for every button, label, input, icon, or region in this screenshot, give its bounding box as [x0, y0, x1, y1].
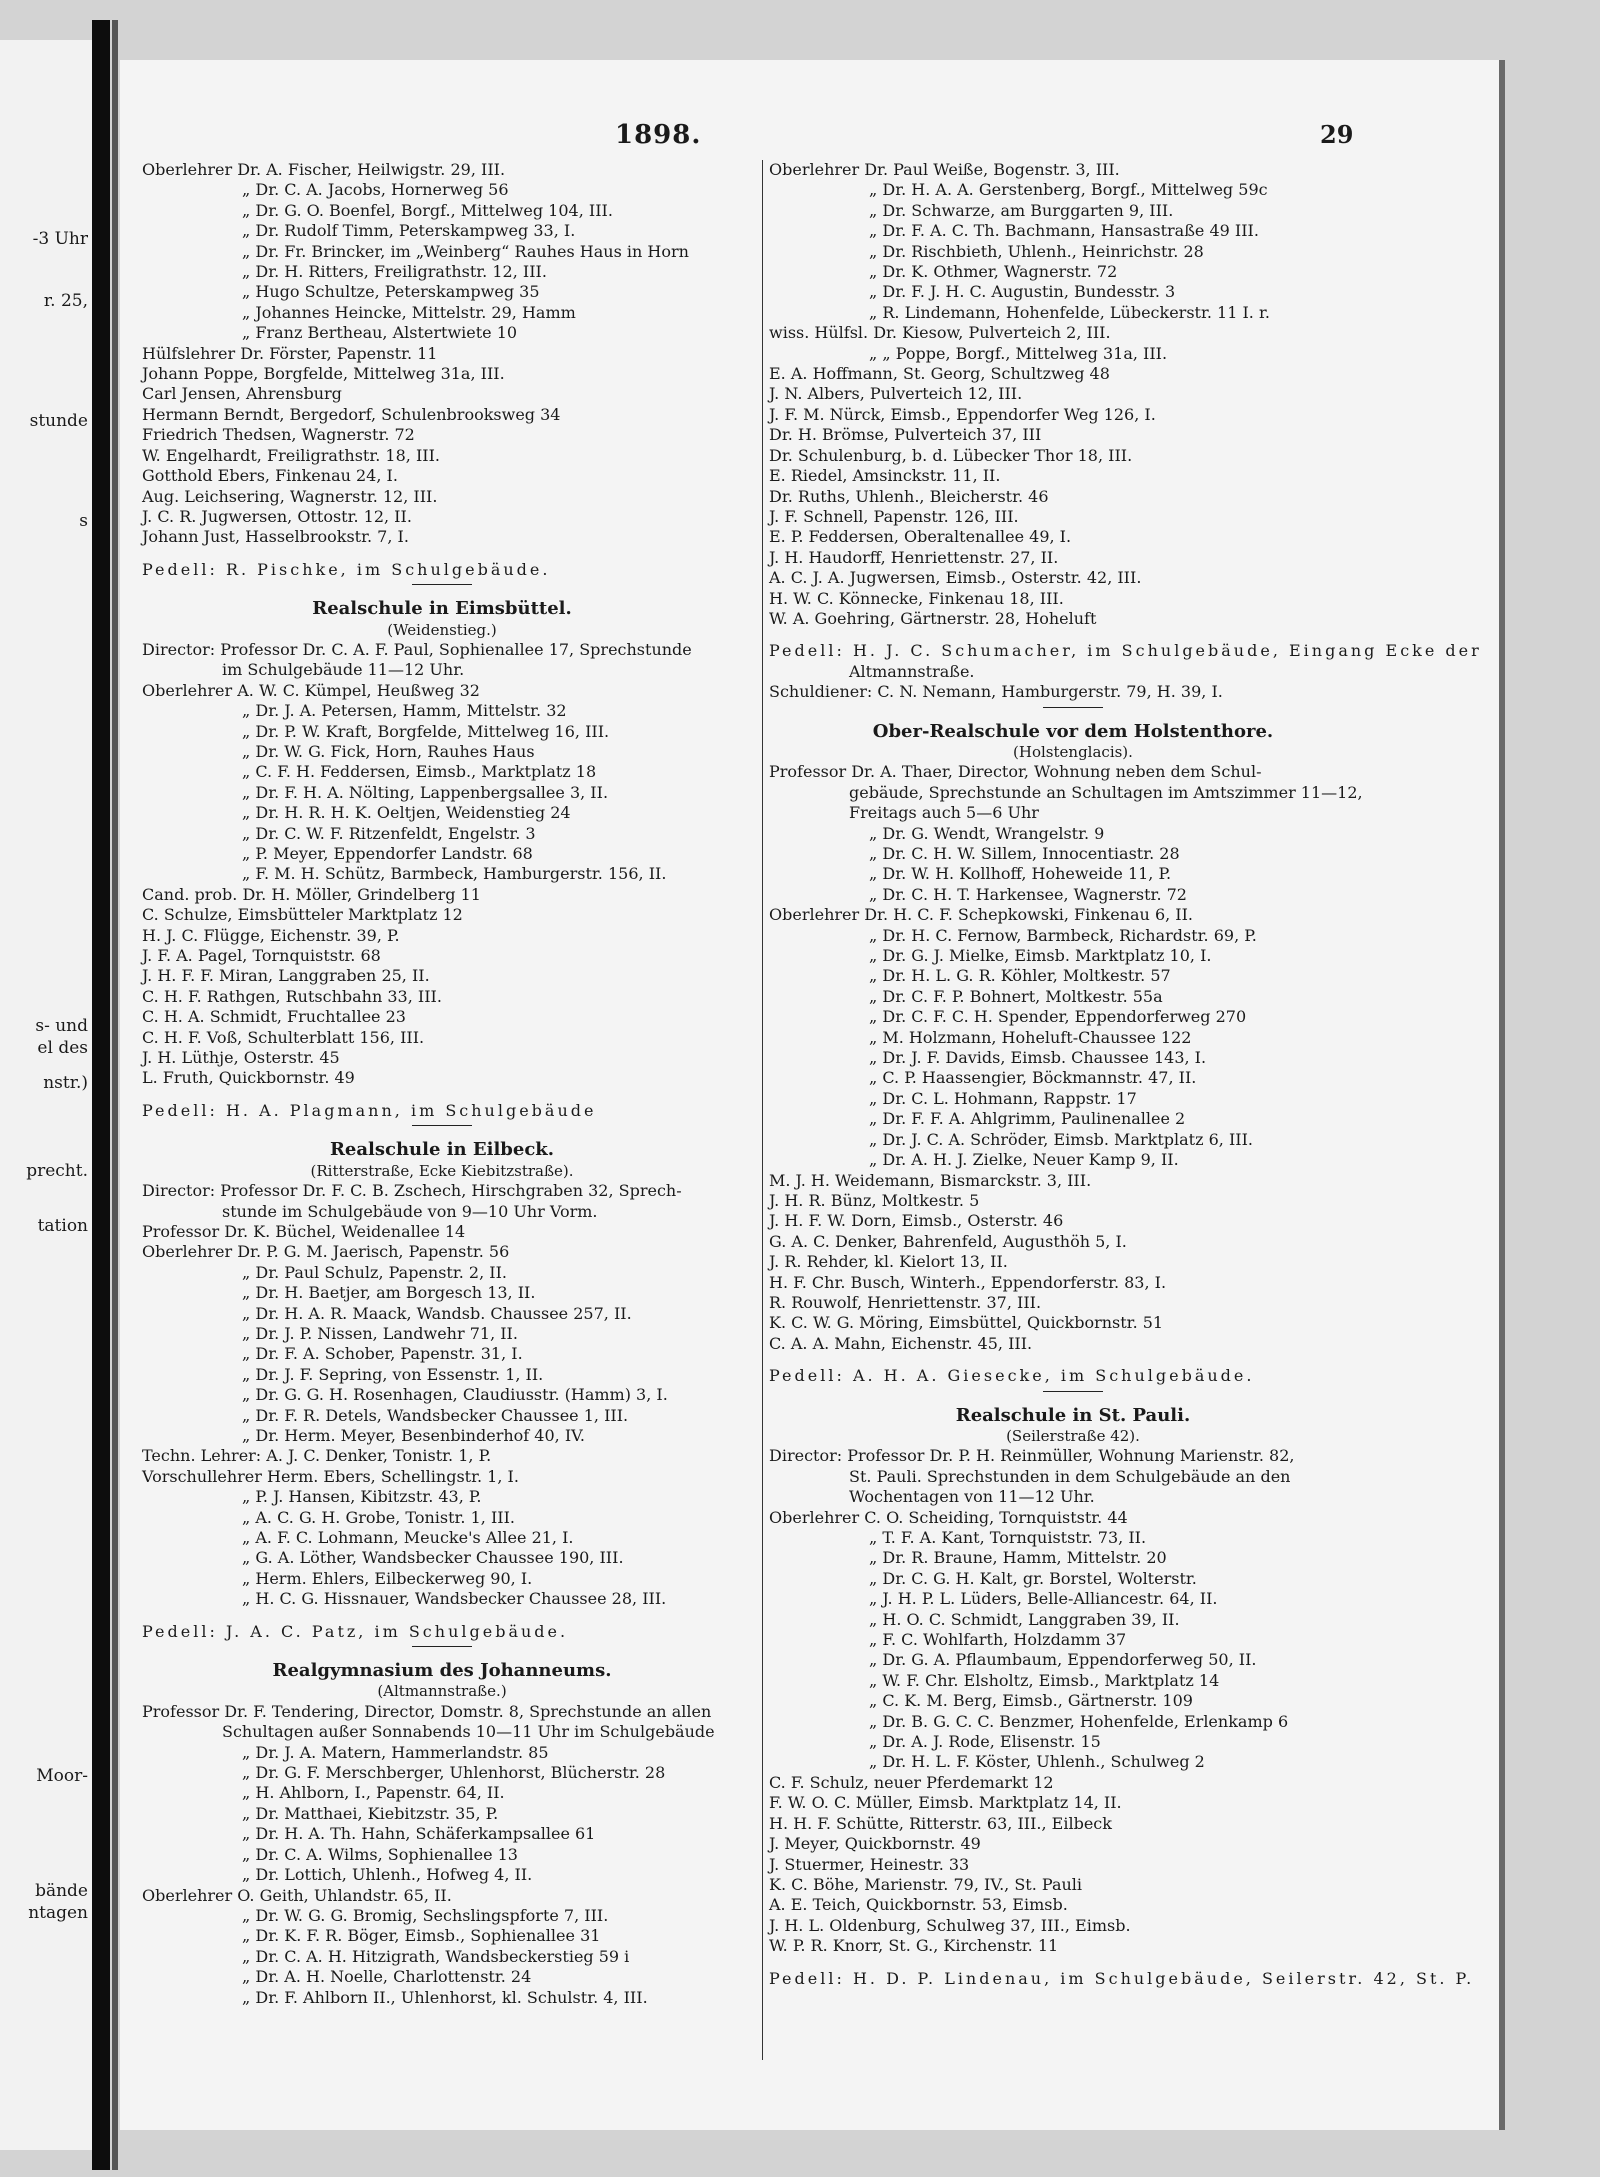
- directory-entry: F. W. O. C. Müller, Eimsb. Marktplatz 14, II.: [769, 1793, 1122, 1813]
- previous-page-fragment: s- und: [35, 1016, 88, 1036]
- directory-entry: „ Johannes Heincke, Mittelstr. 29, Hamm: [242, 302, 576, 322]
- directory-entry: Dr. H. Brömse, Pulverteich 37, III: [769, 425, 1042, 445]
- directory-entry: „ Dr. H. Baetjer, am Borgesch 13, II.: [242, 1283, 536, 1303]
- previous-page-fragment: ntagen: [28, 1903, 88, 1923]
- directory-entry: „ Dr. F. R. Detels, Wandsbecker Chaussee 1, III.: [242, 1405, 629, 1425]
- directory-entry: „ Dr. C. W. F. Ritzenfeldt, Engelstr. 3: [242, 823, 536, 843]
- directory-entry: „ Dr. H. A. Th. Hahn, Schäferkampsallee 61: [242, 1824, 596, 1844]
- directory-entry: „ P. Meyer, Eppendorfer Landstr. 68: [242, 844, 533, 863]
- school-heading: Realgymnasium des Johanneums.: [272, 1660, 612, 1682]
- directory-entry: „ Dr. C. A. Wilms, Sophienallee 13: [242, 1844, 518, 1864]
- directory-entry: „ Dr. Schwarze, am Burggarten 9, III.: [869, 200, 1174, 220]
- directory-entry: „ Dr. G. F. Merschberger, Uhlenhorst, Blücherstr. 28: [242, 1763, 666, 1783]
- directory-entry: J. F. A. Pagel, Tornquiststr. 68: [142, 946, 381, 966]
- directory-entry: „ Dr. R. Braune, Hamm, Mittelstr. 20: [869, 1548, 1167, 1568]
- directory-entry: „ Dr. G. G. H. Rosenhagen, Claudiusstr. (Hamm) 3, I.: [242, 1385, 668, 1405]
- directory-entry: „ Dr. H. L. G. R. Köhler, Moltkestr. 57: [869, 966, 1171, 986]
- directory-entry: „ Dr. B. G. C. C. Benzmer, Hohenfelde, Erlenkamp 6: [869, 1711, 1289, 1731]
- directory-entry: „ Dr. W. H. Kollhoff, Hoheweide 11, P.: [869, 864, 1172, 884]
- janitor-entry: Pedell: H. A. Plagmann, im Schulgebäude: [142, 1100, 597, 1120]
- directory-entry: Director: Professor Dr. F. C. B. Zschech, Hirschgraben 32, Sprech-: [142, 1181, 682, 1201]
- spacer: [142, 548, 742, 560]
- directory-entry: „ Dr. H. R. H. K. Oeltjen, Weidenstieg 24: [242, 803, 571, 823]
- directory-entry: „ H. C. G. Hissnauer, Wandsbecker Chaussee 28, III.: [242, 1589, 667, 1609]
- directory-entry: Carl Jensen, Ahrensburg: [142, 384, 342, 404]
- directory-entry: K. C. Böhe, Marienstr. 79, IV., St. Pauli: [769, 1874, 1083, 1894]
- spacer: [769, 1354, 1377, 1366]
- entry-continuation: Altmannstraße.: [849, 661, 975, 681]
- directory-entry: „ Dr. Lottich, Uhlenh., Hofweg 4, II.: [242, 1865, 533, 1885]
- directory-entry: „ Dr. H. C. Fernow, Barmbeck, Richardstr. 69, P.: [869, 925, 1257, 945]
- spacer: [769, 629, 1377, 641]
- directory-entry: A. E. Teich, Quickbornstr. 53, Eimsb.: [769, 1895, 1068, 1915]
- section-divider: [412, 584, 472, 585]
- directory-entry: „ T. F. A. Kant, Tornquiststr. 73, II.: [869, 1528, 1147, 1547]
- directory-entry: „ Dr. A. H. J. Zielke, Neuer Kamp 9, II.: [869, 1150, 1179, 1170]
- directory-entry: „ Dr. F. J. H. C. Augustin, Bundesstr. 3: [869, 282, 1176, 302]
- directory-entry: „ W. F. Chr. Elsholtz, Eimsb., Marktplatz 14: [869, 1670, 1220, 1690]
- directory-entry: J. H. Haudorff, Henriettenstr. 27, II.: [769, 547, 1059, 567]
- directory-entry: „ Dr. C. F. P. Bohnert, Moltkestr. 55a: [869, 986, 1163, 1006]
- previous-page-fragment: stunde: [29, 411, 88, 431]
- directory-entry: Friedrich Thedsen, Wagnerstr. 72: [142, 425, 415, 445]
- directory-entry: „ Dr. F. F. A. Ahlgrimm, Paulinenallee 2: [869, 1109, 1186, 1129]
- entry-continuation: St. Pauli. Sprechstunden in dem Schulgebäude an den: [849, 1466, 1291, 1486]
- previous-page-strip: [0, 40, 92, 2150]
- janitor-entry: Pedell: R. Pischke, im Schulgebäude.: [142, 559, 551, 579]
- directory-entry: W. P. R. Knorr, St. G., Kirchenstr. 11: [769, 1936, 1059, 1956]
- previous-page-fragment: r. 25,: [43, 291, 88, 311]
- directory-entry: Professor Dr. K. Büchel, Weidenallee 14: [142, 1221, 466, 1241]
- previous-page-fragment: bände: [35, 1881, 88, 1901]
- left-column: [142, 160, 742, 2008]
- directory-entry: „ Dr. P. W. Kraft, Borgfelde, Mittelweg 16, III.: [242, 721, 610, 741]
- directory-entry: C. H. F. Voß, Schulterblatt 156, III.: [142, 1027, 425, 1047]
- directory-entry: C. A. A. Mahn, Eichenstr. 45, III.: [769, 1333, 1033, 1353]
- directory-entry: M. J. H. Weidemann, Bismarckstr. 3, III.: [769, 1170, 1092, 1190]
- book-spine-shadow: [112, 20, 118, 2170]
- directory-entry: J. F. M. Nürck, Eimsb., Eppendorfer Weg 126, I.: [769, 404, 1156, 424]
- directory-entry: „ Dr. Fr. Brincker, im „Weinberg“ Rauhes Haus in Horn: [242, 241, 689, 261]
- directory-entry: „ Dr. J. F. Sepring, von Essenstr. 1, II.: [242, 1364, 544, 1384]
- directory-entry: J. F. Schnell, Papenstr. 126, III.: [769, 506, 1019, 526]
- school-address: (Seilerstraße 42).: [1006, 1426, 1140, 1445]
- directory-entry: E. A. Hoffmann, St. Georg, Schultzweg 48: [769, 364, 1110, 384]
- directory-entry: „ Dr. H. Ritters, Freiligrathstr. 12, III.: [242, 262, 547, 282]
- directory-entry: „ Herm. Ehlers, Eilbeckerweg 90, I.: [242, 1568, 533, 1588]
- directory-entry: „ Franz Bertheau, Alstertwiete 10: [242, 323, 518, 343]
- entry-continuation: stunde im Schulgebäude von 9—10 Uhr Vorm.: [222, 1201, 598, 1221]
- directory-entry: wiss. Hülfsl. Dr. Kiesow, Pulverteich 2, III.: [769, 323, 1111, 343]
- directory-entry: „ Dr. F. H. A. Nölting, Lappenbergsallee 3, II.: [242, 782, 609, 802]
- previous-page-fragment: -3 Uhr: [32, 229, 88, 249]
- directory-entry: H. W. C. Könnecke, Finkenau 18, III.: [769, 588, 1064, 608]
- directory-entry: C. Schulze, Eimsbütteler Marktplatz 12: [142, 905, 463, 925]
- directory-entry: „ A. C. G. H. Grobe, Tonistr. 1, III.: [242, 1507, 515, 1527]
- directory-entry: „ Dr. K. F. R. Böger, Eimsb., Sophienallee 31: [242, 1926, 601, 1946]
- directory-entry: „ Dr. Paul Schulz, Papenstr. 2, II.: [242, 1262, 507, 1282]
- directory-entry: J. Meyer, Quickbornstr. 49: [769, 1834, 981, 1854]
- directory-entry: „ Dr. G. O. Boenfel, Borgf., Mittelweg 104, III.: [242, 200, 613, 220]
- directory-entry: „ Hugo Schultze, Peterskampweg 35: [242, 282, 540, 302]
- directory-entry: W. A. Goehring, Gärtnerstr. 28, Hoheluft: [769, 608, 1097, 628]
- directory-entry: J. H. R. Bünz, Moltkestr. 5: [769, 1190, 980, 1210]
- directory-entry: „ Dr. J. A. Petersen, Hamm, Mittelstr. 32: [242, 701, 567, 721]
- directory-entry: Vorschullehrer Herm. Ebers, Schellingstr. 1, I.: [142, 1466, 519, 1486]
- directory-entry: „ Dr. F. Ahlborn II., Uhlenhorst, kl. Schulstr. 4, III.: [242, 1987, 648, 2007]
- janitor-entry: Pedell: A. H. A. Giesecke, im Schulgebäude.: [769, 1366, 1255, 1386]
- right-column: [762, 160, 1482, 2060]
- directory-entry: Oberlehrer Dr. P. G. M. Jaerisch, Papenstr. 56: [142, 1242, 510, 1262]
- previous-page-fragment: s: [79, 511, 88, 531]
- school-address: (Holstenglacis).: [1013, 742, 1133, 761]
- directory-entry: H. J. C. Flügge, Eichenstr. 39, P.: [142, 925, 400, 945]
- directory-entry: „ Dr. F. A. Schober, Papenstr. 31, I.: [242, 1344, 523, 1364]
- school-heading: Realschule in Eilbeck.: [329, 1139, 555, 1161]
- directory-entry: J. Stuermer, Heinestr. 33: [769, 1854, 970, 1874]
- directory-entry: Oberlehrer Dr. Paul Weiße, Bogenstr. 3, III.: [769, 160, 1120, 179]
- directory-entry: Oberlehrer C. O. Scheiding, Tornquiststr. 44: [769, 1507, 1128, 1527]
- directory-entry: Oberlehrer Dr. H. C. F. Schepkowski, Finkenau 6, II.: [769, 905, 1194, 925]
- directory-entry: „ Dr. C. A. H. Hitzigrath, Wandsbeckerstieg 59 i: [242, 1946, 630, 1966]
- section-divider: [412, 1646, 472, 1647]
- directory-entry: Hermann Berndt, Bergedorf, Schulenbrooksweg 34: [142, 404, 561, 424]
- directory-entry: „ F. M. H. Schütz, Barmbeck, Hamburgerstr. 156, II.: [242, 864, 667, 884]
- directory-entry: Johann Just, Hasselbrookstr. 7, I.: [142, 527, 409, 547]
- directory-entry: A. C. J. A. Jugwersen, Eimsb., Osterstr. 42, III.: [769, 568, 1142, 588]
- previous-page-fragment: Moor-: [36, 1766, 88, 1786]
- directory-entry: L. Fruth, Quickbornstr. 49: [142, 1068, 355, 1088]
- spacer: [142, 1089, 742, 1101]
- directory-entry: „ Dr. C. L. Hohmann, Rappstr. 17: [869, 1088, 1137, 1108]
- directory-entry: Director: Professor Dr. C. A. F. Paul, Sophienallee 17, Sprechstunde: [142, 639, 692, 659]
- directory-entry: „ Dr. J. P. Nissen, Landwehr 71, II.: [242, 1323, 518, 1343]
- directory-entry: H. H. F. Schütte, Ritterstr. 63, III., Eilbeck: [769, 1813, 1112, 1833]
- directory-entry: „ Dr. A. J. Rode, Elisenstr. 15: [869, 1732, 1101, 1752]
- directory-entry: J. N. Albers, Pulverteich 12, III.: [769, 384, 1023, 404]
- directory-entry: Director: Professor Dr. P. H. Reinmüller, Wohnung Marienstr. 82,: [769, 1446, 1295, 1466]
- directory-entry: „ Dr. G. Wendt, Wrangelstr. 9: [869, 823, 1105, 843]
- janitor-entry: Pedell: J. A. C. Patz, im Schulgebäude.: [142, 1621, 569, 1641]
- directory-entry: J. H. F. W. Dorn, Eimsb., Osterstr. 46: [769, 1211, 1064, 1231]
- directory-entry: K. C. W. G. Möring, Eimsbüttel, Quickbornstr. 51: [769, 1313, 1164, 1333]
- school-heading: Realschule in St. Pauli.: [955, 1404, 1191, 1426]
- entry-continuation: im Schulgebäude 11—12 Uhr.: [222, 660, 465, 680]
- directory-entry: „ H. Ahlborn, I., Papenstr. 64, II.: [242, 1783, 505, 1803]
- directory-entry: C. H. A. Schmidt, Fruchtallee 23: [142, 1007, 406, 1027]
- directory-entry: C. H. F. Rathgen, Rutschbahn 33, III.: [142, 986, 442, 1006]
- directory-entry: Aug. Leichsering, Wagnerstr. 12, III.: [142, 486, 438, 506]
- spacer: [769, 1957, 1377, 1969]
- directory-entry: „ Dr. J. A. Matern, Hammerlandstr. 85: [242, 1742, 549, 1762]
- previous-page-fragment: nstr.): [43, 1073, 88, 1093]
- directory-entry: „ H. O. C. Schmidt, Langgraben 39, II.: [869, 1609, 1180, 1629]
- section-divider: [1043, 707, 1103, 708]
- directory-entry: Johann Poppe, Borgfelde, Mittelweg 31a, III.: [142, 364, 505, 384]
- previous-page-fragment: tation: [37, 1216, 88, 1236]
- page-year: 1898.: [615, 120, 702, 150]
- directory-entry: „ Dr. J. F. Davids, Eimsb. Chaussee 143, I.: [869, 1048, 1207, 1068]
- spacer: [142, 1610, 742, 1622]
- directory-entry: J. C. R. Jugwersen, Ottostr. 12, II.: [142, 506, 412, 526]
- directory-entry: „ Dr. Rudolf Timm, Peterskampweg 33, I.: [242, 221, 576, 241]
- directory-entry: Schuldiener: C. N. Nemann, Hamburgerstr. 79, H. 39, I.: [769, 682, 1223, 702]
- school-heading: Realschule in Eimsbüttel.: [312, 598, 572, 620]
- janitor-entry: Pedell: H. J. C. Schumacher, im Schulgebäude, Eingang Ecke der: [769, 641, 1482, 661]
- directory-entry: „ Dr. F. A. C. Th. Bachmann, Hansastraße 49 III.: [869, 221, 1259, 241]
- entry-continuation: gebäude, Sprechstunde an Schultagen im Amtszimmer 11—12,: [849, 782, 1363, 802]
- directory-entry: E. P. Feddersen, Oberaltenallee 49, I.: [769, 527, 1072, 547]
- school-address: (Ritterstraße, Ecke Kiebitzstraße).: [310, 1161, 574, 1180]
- directory-entry: „ Dr. H. L. F. Köster, Uhlenh., Schulweg 2: [869, 1752, 1205, 1772]
- directory-entry: „ J. H. P. L. Lüders, Belle-Alliancestr. 64, II.: [869, 1589, 1218, 1609]
- directory-entry: Techn. Lehrer: A. J. C. Denker, Tonistr. 1, P.: [142, 1446, 492, 1466]
- school-address: (Altmannstraße.): [377, 1682, 507, 1701]
- page-number: 29: [1320, 120, 1354, 149]
- previous-page-fragment: el des: [37, 1038, 88, 1058]
- section-divider: [1043, 1391, 1103, 1392]
- directory-entry: „ Dr. W. G. Fick, Horn, Rauhes Haus: [242, 741, 535, 761]
- directory-entry: G. A. C. Denker, Bahrenfeld, Augusthöh 5, I.: [769, 1231, 1127, 1251]
- directory-entry: „ C. P. Haassengier, Böckmannstr. 47, II.: [869, 1068, 1197, 1088]
- directory-entry: „ M. Holzmann, Hoheluft-Chaussee 122: [869, 1027, 1192, 1047]
- directory-entry: „ R. Lindemann, Hohenfelde, Lübeckerstr. 11 I. r.: [869, 302, 1270, 322]
- directory-entry: „ Dr. Rischbieth, Uhlenh., Heinrichstr. 28: [869, 241, 1204, 261]
- directory-entry: „ Dr. H. A. R. Maack, Wandsb. Chaussee 257, II.: [242, 1303, 632, 1323]
- directory-entry: E. Riedel, Amsinckstr. 11, II.: [769, 466, 1001, 486]
- directory-entry: „ Dr. A. H. Noelle, Charlottenstr. 24: [242, 1967, 532, 1987]
- school-address: (Weidenstieg.): [387, 620, 497, 639]
- directory-entry: Dr. Schulenburg, b. d. Lübecker Thor 18, III.: [769, 445, 1133, 465]
- directory-entry: Cand. prob. Dr. H. Möller, Grindelberg 11: [142, 884, 481, 904]
- directory-entry: „ Dr. G. A. Pflaumbaum, Eppendorferweg 50, II.: [869, 1650, 1257, 1670]
- directory-entry: H. F. Chr. Busch, Winterh., Eppendorferstr. 83, I.: [769, 1272, 1167, 1292]
- directory-entry: J. H. F. F. Miran, Langgraben 25, II.: [142, 966, 430, 986]
- directory-entry: J. R. Rehder, kl. Kielort 13, II.: [769, 1252, 1008, 1272]
- directory-entry: Oberlehrer O. Geith, Uhlandstr. 65, II.: [142, 1885, 452, 1905]
- directory-entry: „ Dr. W. G. G. Bromig, Sechslingspforte 7, III.: [242, 1905, 609, 1925]
- entry-continuation: Wochentagen von 11—12 Uhr.: [849, 1487, 1095, 1507]
- directory-entry: Gotthold Ebers, Finkenau 24, I.: [142, 466, 398, 486]
- directory-entry: „ F. C. Wohlfarth, Holzdamm 37: [869, 1630, 1127, 1650]
- entry-continuation: Freitags auch 5—6 Uhr: [849, 803, 1039, 823]
- directory-entry: „ G. A. Löther, Wandsbecker Chaussee 190, III.: [242, 1548, 624, 1568]
- directory-entry: „ „ Poppe, Borgf., Mittelweg 31a, III.: [869, 343, 1168, 363]
- directory-entry: „ Dr. C. H. T. Harkensee, Wagnerstr. 72: [869, 884, 1187, 904]
- directory-entry: C. F. Schulz, neuer Pferdemarkt 12: [769, 1772, 1054, 1792]
- directory-entry: „ C. K. M. Berg, Eimsb., Gärtnerstr. 109: [869, 1691, 1193, 1711]
- directory-entry: „ Dr. Herm. Meyer, Besenbinderhof 40, IV.: [242, 1425, 585, 1445]
- directory-entry: „ Dr. C. G. H. Kalt, gr. Borstel, Wolterstr.: [869, 1568, 1197, 1588]
- directory-entry: „ Dr. C. H. W. Sillem, Innocentiastr. 28: [869, 844, 1180, 863]
- directory-entry: „ Dr. C. F. C. H. Spender, Eppendorferweg 270: [869, 1007, 1247, 1027]
- directory-entry: „ Dr. C. A. Jacobs, Hornerweg 56: [242, 180, 509, 200]
- directory-entry: Oberlehrer A. W. C. Kümpel, Heußweg 32: [142, 680, 480, 700]
- directory-entry: „ Dr. G. J. Mielke, Eimsb. Marktplatz 10, I.: [869, 946, 1212, 966]
- directory-entry: J. H. L. Oldenburg, Schulweg 37, III., Eimsb.: [769, 1915, 1131, 1935]
- directory-entry: „ Dr. Matthaei, Kiebitzstr. 35, P.: [242, 1803, 499, 1823]
- janitor-entry: Pedell: H. D. P. Lindenau, im Schulgebäude, Seilerstr. 42, St. P.: [769, 1968, 1475, 1988]
- previous-page-fragment: precht.: [26, 1161, 88, 1181]
- book-spine: [92, 20, 110, 2170]
- school-heading: Ober-Realschule vor dem Holstenthore.: [872, 720, 1274, 742]
- entry-continuation: Schultagen außer Sonnabends 10—11 Uhr im Schulgebäude: [222, 1722, 715, 1742]
- directory-entry: R. Rouwolf, Henriettenstr. 37, III.: [769, 1292, 1042, 1312]
- directory-entry: Hülfslehrer Dr. Förster, Papenstr. 11: [142, 343, 438, 363]
- directory-entry: „ Dr. K. Othmer, Wagnerstr. 72: [869, 262, 1118, 282]
- directory-entry: „ Dr. H. A. A. Gerstenberg, Borgf., Mittelweg 59c: [869, 180, 1268, 200]
- directory-entry: „ C. F. H. Feddersen, Eimsb., Marktplatz 18: [242, 762, 597, 782]
- directory-entry: Oberlehrer Dr. A. Fischer, Heilwigstr. 29, III.: [142, 160, 506, 179]
- directory-entry: „ P. J. Hansen, Kibitzstr. 43, P.: [242, 1487, 482, 1507]
- directory-entry: Professor Dr. A. Thaer, Director, Wohnung neben dem Schul-: [769, 762, 1262, 782]
- directory-entry: J. H. Lüthje, Osterstr. 45: [142, 1048, 340, 1068]
- directory-entry: Professor Dr. F. Tendering, Director, Domstr. 8, Sprechstunde an allen: [142, 1701, 712, 1721]
- directory-entry: „ A. F. C. Lohmann, Meucke's Allee 21, I.: [242, 1528, 574, 1547]
- directory-entry: „ Dr. J. C. A. Schröder, Eimsb. Marktplatz 6, III.: [869, 1129, 1253, 1149]
- section-divider: [412, 1125, 472, 1126]
- directory-entry: Dr. Ruths, Uhlenh., Bleicherstr. 46: [769, 486, 1049, 506]
- directory-entry: W. Engelhardt, Freiligrathstr. 18, III.: [142, 445, 440, 465]
